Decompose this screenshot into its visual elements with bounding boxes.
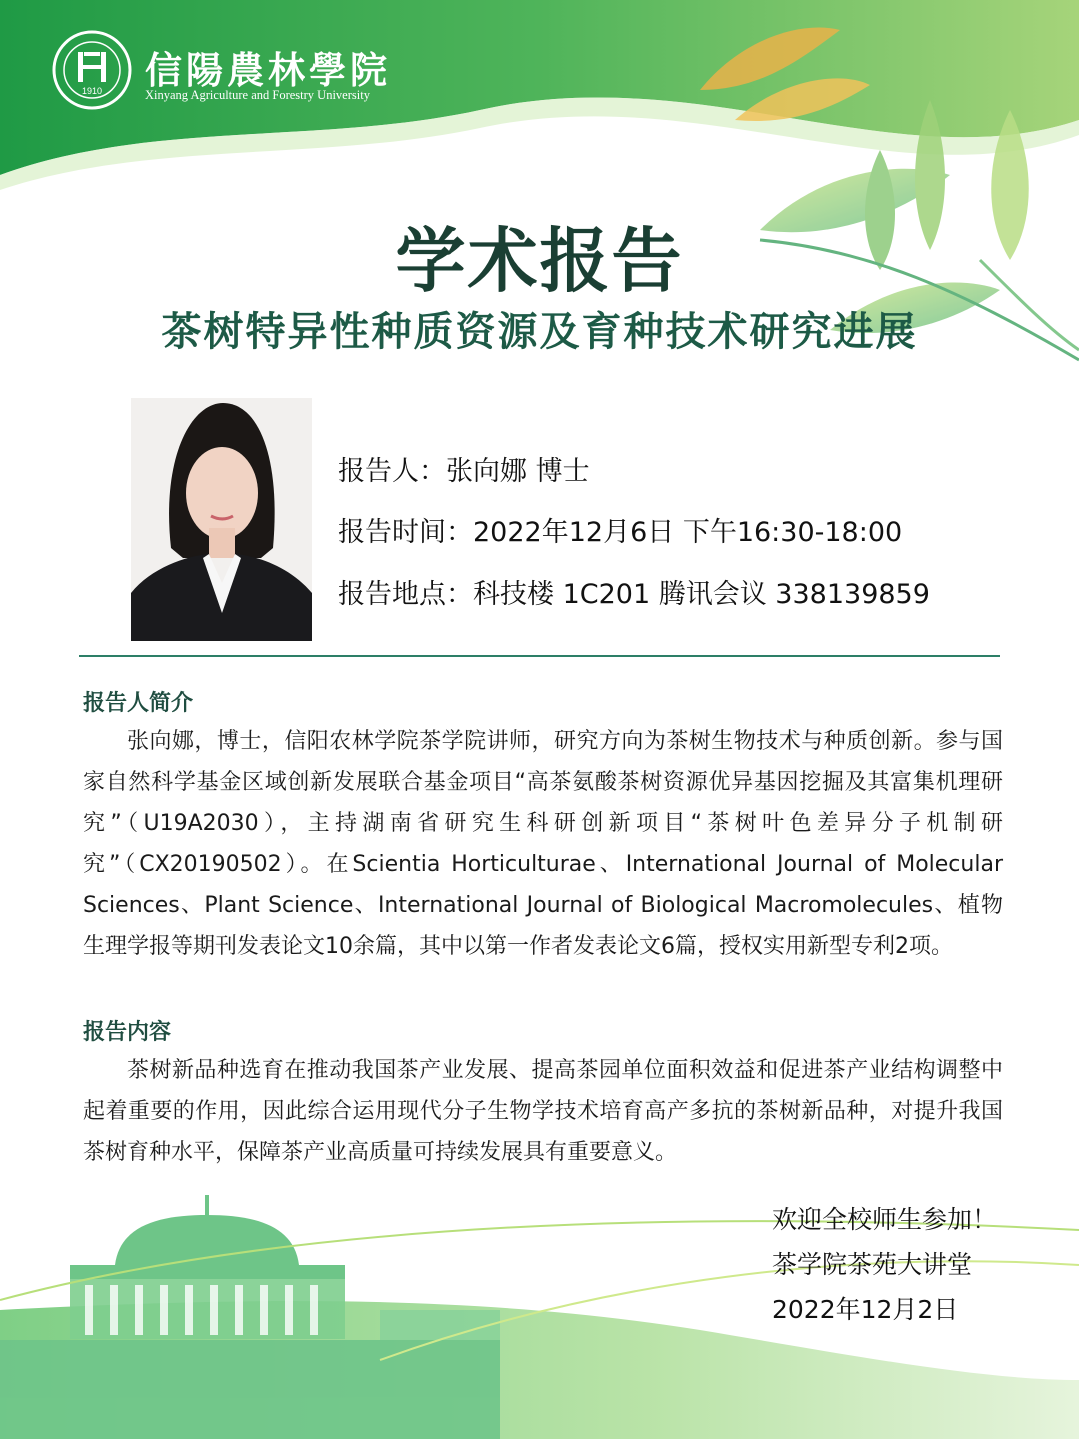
bio-paragraph: 张向娜，博士，信阳农林学院茶学院讲师，研究方向为茶树生物技术与种质创新。参与国家自然科学基金区域创新发展联合基金项目“高茶氨酸茶树资源优异基因挖掘及其富集机理研究”（U19A2030），主持湖南省研究生科研创新项目“茶树叶色差异分子机制研究”（CX20190502）。在Scientia Horticulturae、International Journal of Molecular Sciences、Plant Science、International Journal of Biological Macromolecules、植物生理学报等期刊发表论文10余篇，其中以第一作者发表论文6篇，授权实用新型专利2项。: [83, 729, 1003, 959]
report-subtitle: 茶树特异性种质资源及育种技术研究进展: [161, 309, 918, 355]
university-seal-icon: [52, 30, 132, 110]
content-heading: 报告内容: [83, 1020, 172, 1045]
bio-heading: 报告人简介: [83, 691, 194, 716]
seal-year: 1910: [81, 86, 103, 96]
university-name: 信陽農林學院: [145, 48, 391, 92]
notice-date: 2022年12月2日: [772, 1295, 959, 1324]
organizer-text: 茶学院茶苑大讲堂: [772, 1250, 973, 1279]
section-divider: [79, 655, 1000, 657]
welcome-text: 欢迎全校师生参加！: [772, 1205, 998, 1234]
location-line: 报告地点：科技楼 1C201 腾讯会议 338139859: [338, 579, 930, 610]
speaker-photo: [131, 398, 312, 641]
speaker-line: 报告人：张向娜 博士: [338, 456, 590, 487]
university-name-en: Xinyang Agriculture and Forestry University: [145, 88, 370, 102]
time-line: 报告时间：2022年12月6日 下午16:30-18:00: [338, 517, 903, 548]
content-paragraph: 茶树新品种选育在推动我国茶产业发展、提高茶园单位面积效益和促进茶产业结构调整中起着重要的作用，因此综合运用现代分子生物学技术培育高产多抗的茶树新品种，对提升我国茶树育种水平，保障茶产业高质量可持续发展具有重要意义。: [83, 1058, 1003, 1165]
page-title: 学术报告: [395, 220, 684, 302]
